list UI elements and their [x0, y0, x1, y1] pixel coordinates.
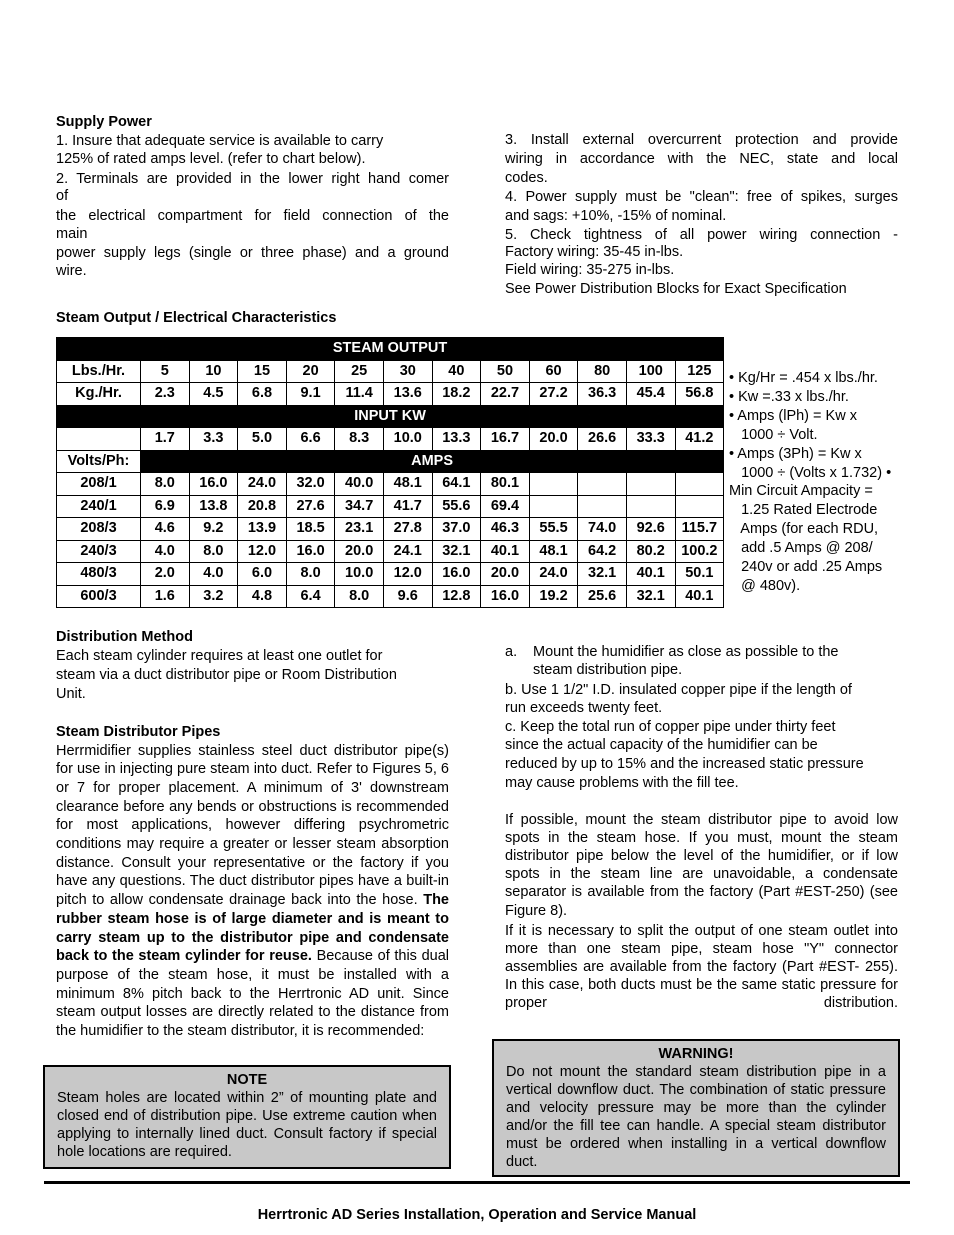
- table-cell: 6.6: [286, 428, 335, 451]
- table-cell: 23.1: [335, 518, 384, 541]
- table-cell: 8.0: [141, 473, 190, 496]
- supply-power-right-line: 3. Install external overcurrent protection and provide: [505, 132, 898, 148]
- supply-power-left-line: the electrical compartment for field connection of the: [56, 207, 449, 224]
- amps-row: [57, 473, 724, 496]
- table-cell: 45.4: [626, 383, 675, 406]
- formula-note-line: 1000 ÷ (Volts x 1.732) •: [729, 464, 892, 481]
- table-cell: 13.9: [238, 518, 287, 541]
- table-cell: 2.3: [141, 383, 190, 406]
- table-cell: 74.0: [578, 518, 627, 541]
- table-cell: 6.4: [286, 585, 335, 608]
- amps-header: AMPS: [141, 450, 724, 473]
- list-item-a-line2: steam distribution pipe.: [533, 662, 683, 678]
- table-cell: 6.0: [238, 563, 287, 586]
- amps-row: [57, 518, 724, 541]
- table-cell: 20.0: [335, 540, 384, 563]
- table-cell: [578, 495, 627, 518]
- table-cell: 60: [529, 360, 578, 383]
- formula-note-line: 1.25 Rated Electrode: [729, 502, 878, 519]
- table-cell: 1.6: [141, 585, 190, 608]
- table-cell: 100.2: [675, 540, 724, 563]
- supply-power-right-line: Factory wiring: 35-45 in-lbs.: [505, 243, 684, 260]
- supply-power-right-line: wiring in accordance with the NEC, state and local: [505, 151, 898, 167]
- table-cell: 37.0: [432, 518, 481, 541]
- table-cell: 16.0: [189, 473, 238, 496]
- table-cell: 26.6: [578, 428, 627, 451]
- table-cell: 40.1: [626, 563, 675, 586]
- table-cell: 1.7: [141, 428, 190, 451]
- table-cell: 18.5: [286, 518, 335, 541]
- table-cell: 10.0: [383, 428, 432, 451]
- list-item-b-line: run exceeds twenty feet.: [505, 700, 663, 716]
- formula-note-line: add .5 Amps @ 208/: [729, 540, 873, 557]
- table-cell: 20.0: [481, 563, 530, 586]
- supply-power-right-line: 4. Power supply must be "clean": free of spikes, surges: [505, 189, 898, 205]
- row-label: 480/3: [57, 563, 141, 586]
- table-cell: [626, 495, 675, 518]
- table-cell: 12.8: [432, 585, 481, 608]
- table-cell: 13.3: [432, 428, 481, 451]
- supply-power-right-line: Field wiring: 35-275 in-lbs.: [505, 262, 675, 278]
- table-cell: 32.1: [578, 563, 627, 586]
- table-cell: 27.6: [286, 495, 335, 518]
- formula-note-line: @ 480v).: [729, 577, 801, 594]
- table-cell: 24.1: [383, 540, 432, 563]
- table-cell: 8.0: [189, 540, 238, 563]
- table-cell: 3.2: [189, 585, 238, 608]
- table-cell: 56.8: [675, 383, 724, 406]
- table-cell: 4.6: [141, 518, 190, 541]
- row-label: 208/3: [57, 518, 141, 541]
- table-cell: 41.2: [675, 428, 724, 451]
- amps-row: [57, 585, 724, 608]
- table-cell: 8.0: [335, 585, 384, 608]
- table-cell: 6.8: [238, 383, 287, 406]
- note-text: Steam holes are located within 2” of mounting plate and closed end of distribution pipe. Use extreme caution when applying to internally lined duct. Consult factory if special hole locations are required.: [57, 1090, 437, 1160]
- table-cell: 33.3: [626, 428, 675, 451]
- supply-power-right-line: 5. Check tightness of all power wiring connection -: [505, 227, 898, 243]
- row-label: [57, 428, 141, 451]
- distribution-line: Each steam cylinder requires at least one outlet for: [56, 648, 383, 664]
- table-cell: 11.4: [335, 383, 384, 406]
- table-cell: 32.0: [286, 473, 335, 496]
- table-cell: 80: [578, 360, 627, 383]
- supply-power-left-line: main: [56, 226, 88, 242]
- steam-output-header: STEAM OUTPUT: [57, 338, 724, 361]
- table-cell: 115.7: [675, 518, 724, 541]
- low-spots-text: If possible, mount the steam distributor pipe to avoid low spots in the steam hose. If you must, mount the steam distributor pipe below the level of the humidifier, or if low spots in the steam line are unavoidable, a condensate separator is available from the factory (Part #EST-250) (see Figure 8).: [505, 811, 898, 919]
- table-cell: 12.0: [238, 540, 287, 563]
- warning-text: Do not mount the standard steam distribution pipe in a vertical downflow duct. The combination of static pressure and velocity pressure may be more than the cylinder and/or the fill tee can handle. A special steam distributor must be ordered when installing in a vertical downflow duct.: [506, 1064, 886, 1170]
- formula-note-line: 1000 ÷ Volt.: [729, 426, 818, 443]
- table-cell: 8.3: [335, 428, 384, 451]
- supply-power-left-line: power supply legs (single or three phase) and a ground: [56, 244, 449, 261]
- table-cell: 9.1: [286, 383, 335, 406]
- table-cell: 32.1: [432, 540, 481, 563]
- kg-row: [57, 383, 724, 406]
- table-cell: 16.7: [481, 428, 530, 451]
- row-label: 600/3: [57, 585, 141, 608]
- amps-row: [57, 540, 724, 563]
- table-cell: 40.1: [481, 540, 530, 563]
- amps-row: [57, 563, 724, 586]
- table-cell: 32.1: [626, 585, 675, 608]
- table-cell: 24.0: [238, 473, 287, 496]
- supply-power-heading: Supply Power: [56, 114, 152, 130]
- supply-power-left-line: wire.: [56, 263, 87, 279]
- table-cell: 12.0: [383, 563, 432, 586]
- warning-box: [492, 1039, 900, 1177]
- table-cell: 4.5: [189, 383, 238, 406]
- table-cell: 46.3: [481, 518, 530, 541]
- split-output-text: If it is necessary to split the output of one steam outlet into more than one steam pipe, steam hose "Y" connector assemblies are available from the factory (Part #EST- 255). In this case, both ducts must be the same static pressure for proper distribution.: [505, 922, 898, 1012]
- table-cell: 125: [675, 360, 724, 383]
- table-cell: 36.3: [578, 383, 627, 406]
- distribution-heading: Distribution Method: [56, 629, 193, 645]
- supply-power-left-line: 1. Insure that adequate service is available to carry: [56, 132, 384, 149]
- table-cell: 64.1: [432, 473, 481, 496]
- table-cell: [626, 473, 675, 496]
- table-cell: 24.0: [529, 563, 578, 586]
- table-cell: 10: [189, 360, 238, 383]
- table-cell: [529, 473, 578, 496]
- table-cell: 25.6: [578, 585, 627, 608]
- table-cell: 9.2: [189, 518, 238, 541]
- table-cell: 55.5: [529, 518, 578, 541]
- table-cell: 22.7: [481, 383, 530, 406]
- table-cell: 48.1: [529, 540, 578, 563]
- volts-label: Volts/Ph:: [57, 450, 141, 473]
- list-item-a-marker: a.: [505, 644, 518, 660]
- table-cell: 16.0: [286, 540, 335, 563]
- distributor-pipes-heading: Steam Distributor Pipes: [56, 724, 221, 740]
- row-label: Kg./Hr.: [57, 383, 141, 406]
- supply-power-left-line: 125% of rated amps level. (refer to chart below).: [56, 151, 366, 167]
- supply-power-right-line: codes.: [505, 169, 548, 186]
- table-cell: 4.0: [189, 563, 238, 586]
- table-cell: 34.7: [335, 495, 384, 518]
- formula-note-line: Amps (for each RDU,: [729, 521, 879, 538]
- table-cell: 5: [141, 360, 190, 383]
- list-item-c-line: reduced by up to 15% and the increased static pressure: [505, 756, 864, 773]
- steam-output-heading: Steam Output / Electrical Characteristics: [56, 310, 337, 326]
- table-cell: 92.6: [626, 518, 675, 541]
- table-cell: 16.0: [432, 563, 481, 586]
- table-cell: 18.2: [432, 383, 481, 406]
- supply-power-right-line: and sags: +10%, -15% of nominal.: [505, 208, 727, 224]
- table-cell: [578, 473, 627, 496]
- table-cell: 69.4: [481, 495, 530, 518]
- distribution-line: Unit.: [56, 686, 86, 702]
- table-cell: 27.8: [383, 518, 432, 541]
- note-title: NOTE: [226, 1072, 268, 1088]
- table-cell: 80.1: [481, 473, 530, 496]
- table-cell: 40.0: [335, 473, 384, 496]
- table-cell: 50: [481, 360, 530, 383]
- row-label: 240/1: [57, 495, 141, 518]
- formula-note-line: • Amps (lPh) = Kw x: [729, 407, 857, 424]
- steam-output-table: [56, 337, 724, 608]
- list-item-c-line: may cause problems with the fill tee.: [505, 774, 739, 791]
- table-cell: 20.8: [238, 495, 287, 518]
- distribution-line: steam via a duct distributor pipe or Room Distribution: [56, 667, 397, 683]
- row-label: 240/3: [57, 540, 141, 563]
- table-cell: 13.6: [383, 383, 432, 406]
- row-label: 208/1: [57, 473, 141, 496]
- supply-power-left-line: 2. Terminals are provided in the lower right hand comer: [56, 170, 449, 187]
- table-cell: 4.0: [141, 540, 190, 563]
- formula-note-line: • Kg/Hr = .454 x lbs./hr.: [729, 370, 878, 386]
- footer-rule: [44, 1181, 910, 1184]
- table-cell: 6.9: [141, 495, 190, 518]
- table-cell: 40.1: [675, 585, 724, 608]
- distributor-pipes-text: Herrmidifier supplies stainless steel duct distributor pipe(s) for use in injecting pure steam into duct. Refer to Figures 5, 6 or 7 for proper placement. A minimum of 3' downstream clearance before any bends or obstructions is recommended for most applications, however differing psychrometric conditions may require a greater or lesser steam absorption distance. Consult your representative or the factory if you have any questions. The duct distributor pipes have a built-in pitch to allow condensate drainage back into the hose. The rubber steam hose is of large diameter and is meant to carry steam up to the distributor pipe and condensate back to the steam cylinder for reuse. Because of this dual purpose of the steam hose, it must be installed with a minimum 8% pitch back to the Herrtronic AD unit. Since steam output losses are directly related to the distance from the humidifier to the steam distributor, it is recommended:: [56, 742, 449, 1040]
- table-cell: [675, 495, 724, 518]
- supply-power-left-line: of: [56, 188, 69, 204]
- table-cell: 25: [335, 360, 384, 383]
- table-cell: 100: [626, 360, 675, 383]
- kw-row: [57, 428, 724, 451]
- table-cell: 15: [238, 360, 287, 383]
- warning-title: WARNING!: [658, 1046, 734, 1062]
- table-cell: 41.7: [383, 495, 432, 518]
- table-cell: 5.0: [238, 428, 287, 451]
- table-cell: 55.6: [432, 495, 481, 518]
- table-cell: 48.1: [383, 473, 432, 496]
- lbs-row: [57, 360, 724, 383]
- list-item-b-line: b. Use 1 1/2" I.D. insulated copper pipe if the length of: [505, 681, 852, 698]
- table-cell: 8.0: [286, 563, 335, 586]
- table-cell: 40: [432, 360, 481, 383]
- table-cell: 50.1: [675, 563, 724, 586]
- table-cell: 30: [383, 360, 432, 383]
- table-cell: 4.8: [238, 585, 287, 608]
- table-cell: 13.8: [189, 495, 238, 518]
- formula-note-line: Min Circuit Ampacity =: [729, 483, 873, 500]
- table-cell: [675, 473, 724, 496]
- table-cell: 64.2: [578, 540, 627, 563]
- table-cell: 10.0: [335, 563, 384, 586]
- table-cell: 3.3: [189, 428, 238, 451]
- formula-note-line: • Amps (3Ph) = Kw x: [729, 445, 862, 462]
- row-label: Lbs./Hr.: [57, 360, 141, 383]
- list-item-c-line: since the actual capacity of the humidifier can be: [505, 737, 818, 754]
- table-cell: 20.0: [529, 428, 578, 451]
- table-cell: 20: [286, 360, 335, 383]
- formula-note-line: 240v or add .25 Amps: [729, 559, 883, 575]
- table-cell: 19.2: [529, 585, 578, 608]
- list-item-a-line1: Mount the humidifier as close as possible to the: [533, 644, 839, 660]
- table-cell: [529, 495, 578, 518]
- table-cell: 2.0: [141, 563, 190, 586]
- supply-power-right-line: See Power Distribution Blocks for Exact Specification: [505, 281, 847, 297]
- table-cell: 9.6: [383, 585, 432, 608]
- formula-note-line: • Kw =.33 x lbs./hr.: [729, 388, 849, 405]
- table-cell: 27.2: [529, 383, 578, 406]
- amps-row: [57, 495, 724, 518]
- note-box: [43, 1065, 451, 1169]
- list-item-c-line: c. Keep the total run of copper pipe under thirty feet: [505, 718, 836, 735]
- footer-title: Herrtronic AD Series Installation, Operation and Service Manual: [257, 1207, 697, 1223]
- input-kw-header: INPUT KW: [57, 405, 724, 428]
- table-cell: 16.0: [481, 585, 530, 608]
- table-cell: 80.2: [626, 540, 675, 563]
